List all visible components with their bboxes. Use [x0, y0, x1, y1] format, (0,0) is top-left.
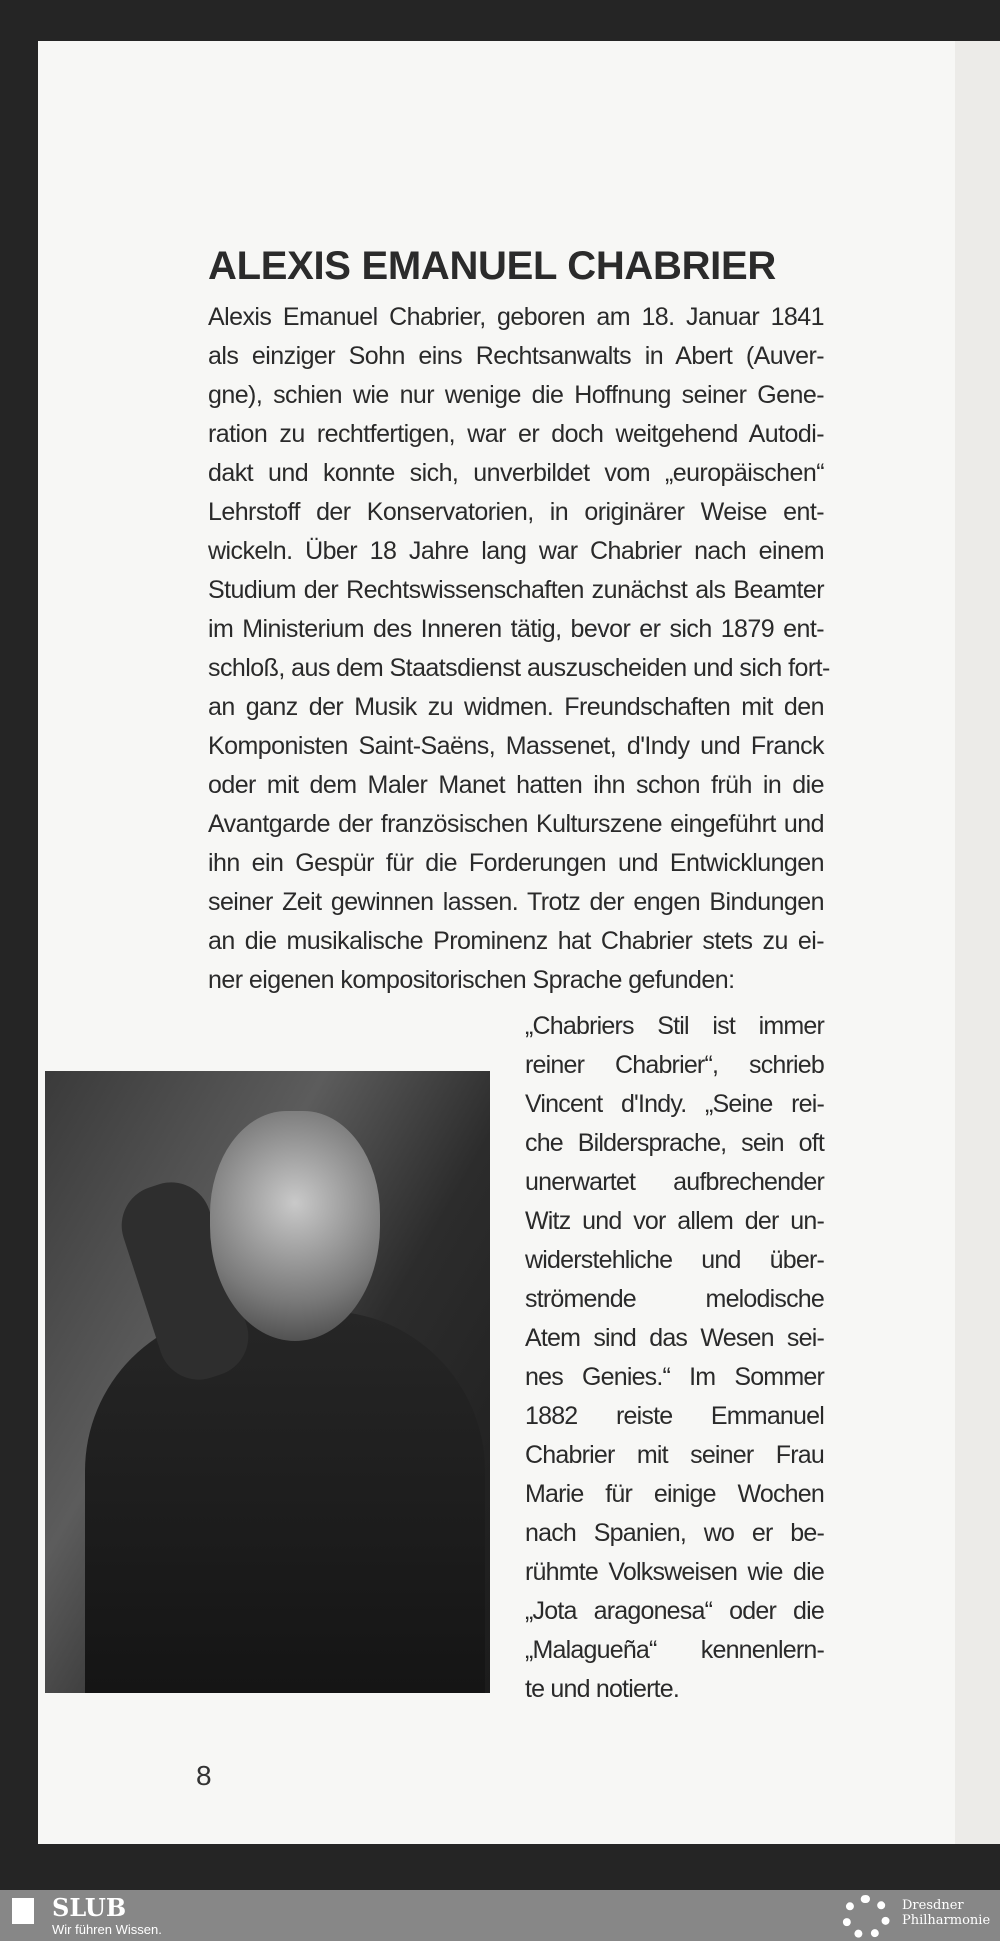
philharmonie-logo-text[interactable] [902, 1898, 990, 1928]
text-line: 1882 reiste Emmanuel [525, 1402, 824, 1430]
portrait-head [210, 1111, 380, 1341]
text-line: Komponisten Saint-Saëns, Massenet, d'Indy und Franck [208, 732, 824, 760]
text-line: nes Genies.“ Im Sommer [525, 1363, 824, 1391]
text-line: oder mit dem Maler Manet hatten ihn schon früh in die [208, 771, 824, 799]
text-line: che Bildersprache, sein oft [525, 1129, 824, 1157]
article-title: ALEXIS EMANUEL CHABRIER [208, 244, 776, 288]
text-line: Marie für einige Wochen [525, 1480, 824, 1508]
text-line: wickeln. Über 18 Jahre lang war Chabrier nach einem [208, 537, 824, 565]
text-line: widerstehliche und über- [525, 1246, 824, 1274]
page-number: 8 [196, 1760, 212, 1791]
text-line: an ganz der Musik zu widmen. Freundschaften mit den [208, 693, 824, 721]
slub-book-icon [12, 1898, 34, 1924]
text-line: an die musikalische Prominenz hat Chabrier stets zu ei- [208, 927, 824, 955]
text-line: nach Spanien, wo er be- [525, 1519, 824, 1547]
text-line: reiner Chabrier“, schrieb [525, 1051, 824, 1079]
philharmonie-line1: Dresdner [902, 1898, 964, 1913]
text-line: schloß, aus dem Staatsdienst auszuscheiden und sich fort- [208, 654, 830, 682]
text-line: Vincent d'Indy. „Seine rei- [525, 1090, 824, 1118]
text-line: Atem sind das Wesen sei- [525, 1324, 824, 1352]
text-line: Witz und vor allem der un- [525, 1207, 824, 1235]
philharmonie-line2: Philharmonie [902, 1913, 991, 1928]
text-line: „Malagueña“ kennenlern- [525, 1636, 824, 1664]
slub-tagline: Wir führen Wissen. [52, 1922, 162, 1937]
text-line: seiner Zeit gewinnen lassen. Trotz der engen Bindungen [208, 888, 824, 916]
text-line: dakt und konnte sich, unverbildet vom „europäischen“ [208, 459, 824, 487]
philharmonie-logo-icon [842, 1895, 890, 1939]
text-line: als einziger Sohn eins Rechtsanwalts in Abert (Auver- [208, 342, 824, 370]
text-line: ihn ein Gespür für die Forderungen und Entwicklungen [208, 849, 824, 877]
text-line: gne), schien wie nur wenige die Hoffnung seiner Gene- [208, 381, 824, 409]
text-line: rühmte Volksweisen wie die [525, 1558, 824, 1586]
page-edge [955, 41, 1000, 1844]
text-line: strömende melodische [525, 1285, 824, 1313]
slub-logo-text[interactable]: SLUB [52, 1893, 127, 1922]
text-line: unerwartet aufbrechender [525, 1168, 824, 1196]
text-line: im Ministerium des Inneren tätig, bevor er sich 1879 ent- [208, 615, 824, 643]
portrait-body [85, 1311, 485, 1693]
text-line: „Chabriers Stil ist immer [525, 1012, 824, 1040]
text-line: ner eigenen kompositorischen Sprache gefunden: [208, 966, 735, 994]
body-text-column [525, 1007, 824, 1709]
text-line: ration zu rechtfertigen, war er doch weitgehend Autodi- [208, 420, 824, 448]
text-line: Chabrier mit seiner Frau [525, 1441, 824, 1469]
body-text-full-width [208, 298, 830, 1000]
text-line: te und notierte. [525, 1675, 679, 1703]
footer-bar [0, 1890, 1000, 1941]
text-line: Studium der Rechtswissenschaften zunächst als Beamter [208, 576, 824, 604]
portrait-photo [45, 1071, 490, 1693]
text-line: Lehrstoff der Konservatorien, in originärer Weise ent- [208, 498, 824, 526]
text-line: „Jota aragonesa“ oder die [525, 1597, 824, 1625]
text-line: Avantgarde der französischen Kulturszene eingeführt und [208, 810, 824, 838]
text-line: Alexis Emanuel Chabrier, geboren am 18. Januar 1841 [208, 303, 824, 331]
